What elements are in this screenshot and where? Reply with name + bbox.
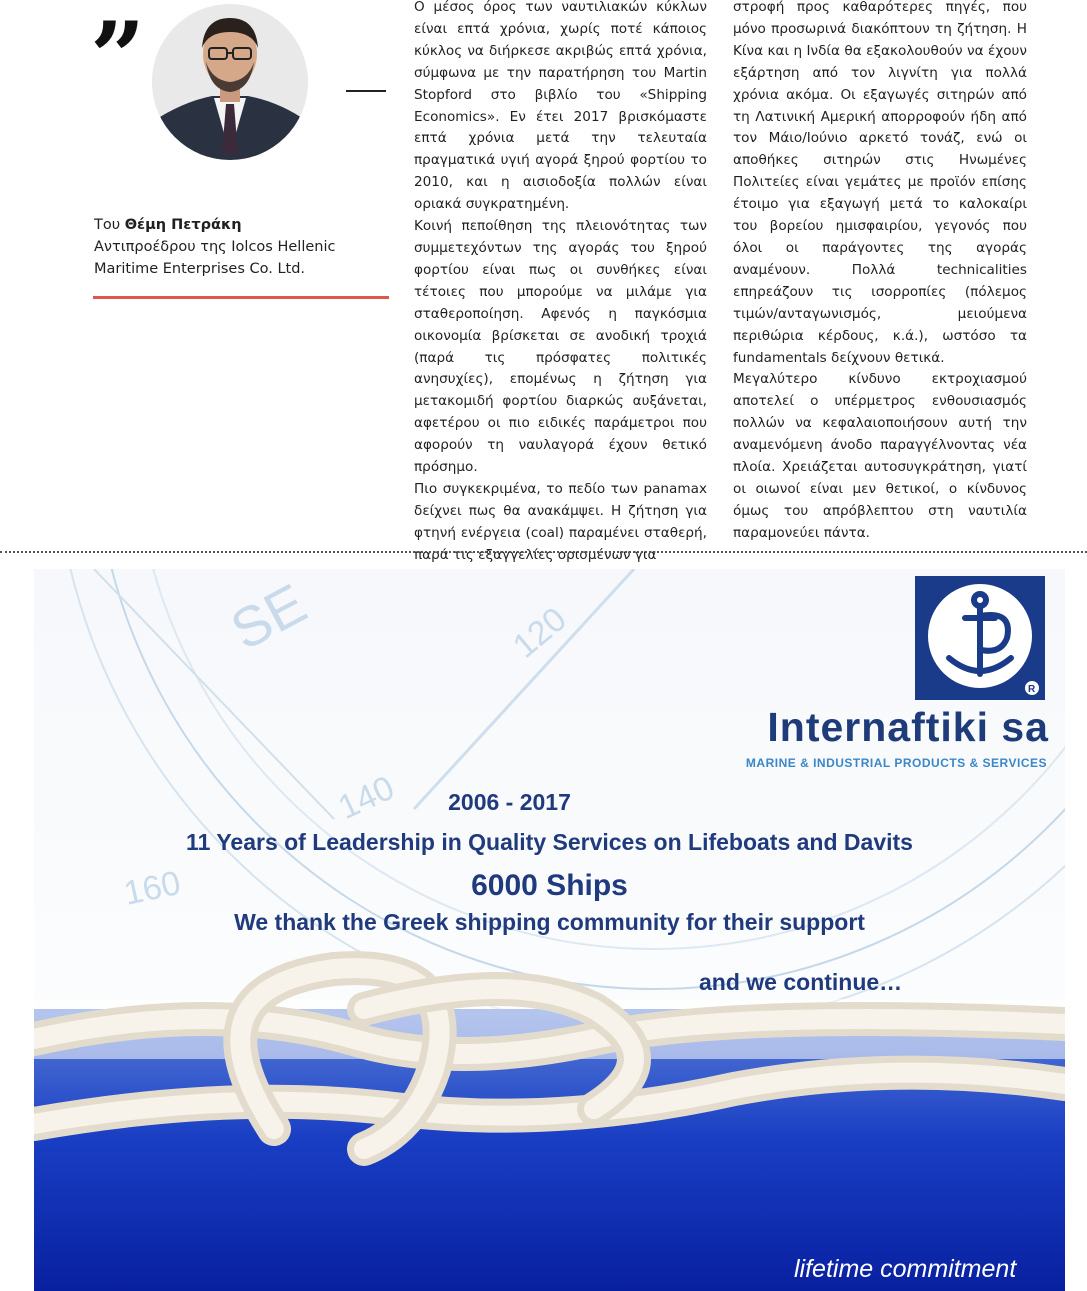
paragraph: Κοινή πεποίθηση της πλειονότητας των συμμετεχόντων της αγοράς του ξηρού φορτίου είναι πως οι συνθήκες είναι τέτοιες που μπορούμε να μιλάμε για σταθεροποίηση. Αφενός η παγκόσμια οικονομία βρίσκεται σε ανοδική τροχιά (παρά τις πρόσφατες πολιτικές ανησυχίες), επομένως η ζήτηση για μετακομιδή φορτίου διαρκώς αυξάνεται, αφετέρου οι πιο ειδικές παράμετροι που αφορούν τη ναυλαγορά έχουν θετικό πρόσημο.	[414, 218, 707, 476]
compass-mark-140: 140	[332, 768, 401, 828]
pull-quote-rule	[346, 90, 386, 92]
anchor-logo-icon	[915, 576, 1045, 700]
author-role-line2: Maritime Enterprises Co. Ltd.	[94, 261, 306, 277]
paragraph: Ο μέσος όρος των ναυτιλιακών κύκλων είναι επτά χρόνια, χωρίς ποτέ κάποιος κύκλος να διήρκεσε ακριβώς επτά χρόνια, σύμφωνα με την παρατήρηση του Martin Stopford στο βιβλίο του «Shipping Economics». Εν έτει 2017 βρισκόμαστε επτά χρόνια μετά την τελευταία πραγματικά υγιή αγορά ξηρού φορτίου το 2010, και η αισιοδοξία πολλών είναι οριακά συγκρατημένη.	[414, 0, 707, 213]
brand-tagline: MARINE & INDUSTRIAL PRODUCTS & SERVICES	[745, 756, 1047, 770]
paragraph: Μεγαλύτερο κίνδυνο εκτροχιασμού αποτελεί ο υπέρμετρος ενθουσιασμός πολλών να κεφαλαιοποιήσουν αυτή την αναμενόμενη άνοδο παραγγέλνοντας νέα πλοία. Χρειάζεται αυτοσυγκράτηση, γιατί οι οιωνοί είναι μεν θετικοί, ο κίνδυνος όμως του απρόβλεπτου στη ναυτιλία παραμονεύει πάντα.	[733, 371, 1027, 541]
byline-prefix: Του	[94, 217, 125, 233]
author-portrait	[152, 4, 308, 160]
ad-leadership: 11 Years of Leadership in Quality Services on Lifeboats and Davits	[186, 829, 913, 855]
ad-slogan: lifetime commitment	[794, 1255, 1017, 1283]
ad-years: 2006 - 2017	[448, 789, 571, 815]
paragraph: στροφή προς καθαρότερες πηγές, που μόνο προσωρινά διακόπτουν τη ζήτηση. Η Κίνα και η Ινδία θα εξακολουθούν να έχουν εξάρτηση από τον λιγνίτη για πολλά χρόνια ακόμα. Οι εξαγωγές σιτηρών από τη Λατινική Αμερική απορροφούν ήδη από τον Μάιο/Ιούνιο αρκετό τονάζ, ενώ οι αποθήκες σιτηρών στις Ηνωμένες Πολιτείες είναι γεμάτες με προϊόν επίσης έτοιμο για εξαγωγή μετά το καλοκαίρι του βορείου ημισφαιρίου, γεγονός που όλοι οι παράγοντες της αγοράς αναμένουν. Πολλά technicalities επηρεάζουν τις ισορροπίες (πόλεμος τιμών/ανταγωνισμός, μειούμενα περιθώρια κέρδους, κ.ά.), ωστόσο τα fundamentals δείχνουν θετικά.	[733, 0, 1027, 366]
byline	[94, 214, 394, 280]
quote-mark-icon: ”	[90, 1, 146, 114]
compass-mark-se: SE	[220, 571, 317, 662]
section-divider	[0, 551, 1087, 553]
ad-continue: and we continue…	[699, 969, 903, 995]
compass-mark-120: 120	[505, 600, 574, 666]
brand-name: Internaftiki sa	[767, 704, 1049, 750]
author-portrait-illustration	[152, 4, 308, 160]
paragraph: Πιο συγκεκριμένα, το πεδίο των panamax δείχνει πως θα ανακάμψει. Η ζήτηση για φτηνή ενέργεια (coal) παραμένει σταθερή, παρά τις εξαγγελίες ορισμένων για	[414, 480, 707, 563]
registered-mark: R	[1028, 684, 1036, 695]
author-name: Θέμη Πετράκη	[124, 217, 242, 233]
company-logo	[915, 576, 1045, 700]
ad-ships: 6000 Ships	[471, 869, 628, 902]
article-column-2	[733, 0, 1027, 545]
ad-thanks: We thank the Greek shipping community for their support	[234, 909, 865, 935]
compass-mark-160: 160	[120, 863, 184, 913]
author-role-line1: Αντιπροέδρου της Iolcos Hellenic	[94, 239, 336, 255]
byline-accent-rule	[93, 296, 389, 299]
internaftiki-advertisement	[34, 569, 1065, 1291]
article-column-1	[414, 0, 707, 567]
